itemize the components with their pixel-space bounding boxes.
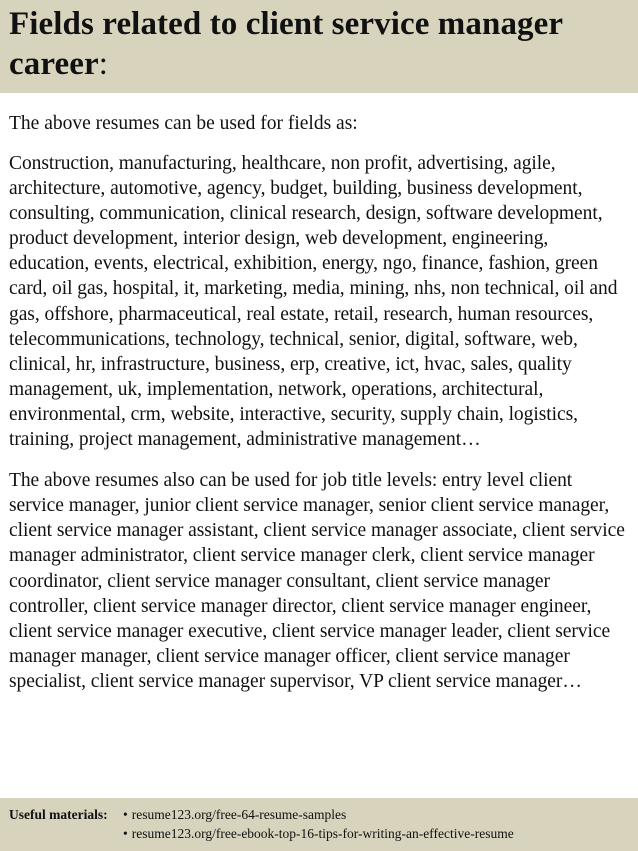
footer-link-1[interactable] — [123, 805, 346, 824]
useful-materials-label-text: Useful materials — [9, 807, 104, 822]
footer-banner — [0, 798, 638, 851]
footer-link-1-text: resume123.org/free-64-resume-samples — [131, 807, 347, 822]
page-title-colon: : — [98, 46, 109, 82]
footer-spacer — [9, 824, 123, 843]
bullet-icon: • — [123, 807, 128, 822]
page-title — [9, 4, 629, 84]
job-levels-paragraph: The above resumes also can be used for job title levels: entry level client service manager, junior client service manager, senior client service manager, client service manager assistant, client service manager associate, client service manager administrator, client service manager clerk, client service manager coordinator, client service manager consultant, client service manager controller, client service manager director, client service manager engineer, client service manager executive, client service manager leader, client service manager manager, client service manager officer, client service manager specialist, client service manager supervisor, VP client service manager… — [9, 470, 625, 692]
fields-paragraph: Construction, manufacturing, healthcare, non profit, advertising, agile, architecture, automotive, agency, budget, building, business development, consulting, communication, clinical research, design, software development, product development, interior design, web development, engineering, education, events, electrical, exhibition, energy, ngo, finance, fashion, green card, oil gas, hospital, it, marketing, media, mining, nhs, non technical, oil and gas, offshore, pharmaceutical, real estate, retail, research, human resources, telecommunications, technology, technical, senior, digital, software, web, clinical, hr, infrastructure, business, erp, creative, ict, hvac, sales, quality management, uk, implementation, network, operations, architectural, environmental, crm, website, interactive, security, supply chain, logistics, training, project management, administrative management… — [9, 153, 618, 451]
footer-link-2-text: resume123.org/free-ebook-top-16-tips-for-writing-an-effective-resume — [131, 826, 514, 841]
useful-materials-label — [9, 805, 123, 824]
footer-row-2 — [9, 824, 629, 843]
page-title-text: Fields related to client service manager career — [9, 6, 563, 82]
footer-row-1 — [9, 805, 629, 824]
bullet-icon: • — [123, 826, 128, 841]
header-banner — [0, 0, 638, 93]
footer-link-2[interactable] — [123, 824, 514, 843]
useful-materials-label-colon: : — [103, 807, 108, 822]
main-content — [0, 111, 638, 694]
intro-text: The above resumes can be used for fields as: — [9, 113, 358, 134]
